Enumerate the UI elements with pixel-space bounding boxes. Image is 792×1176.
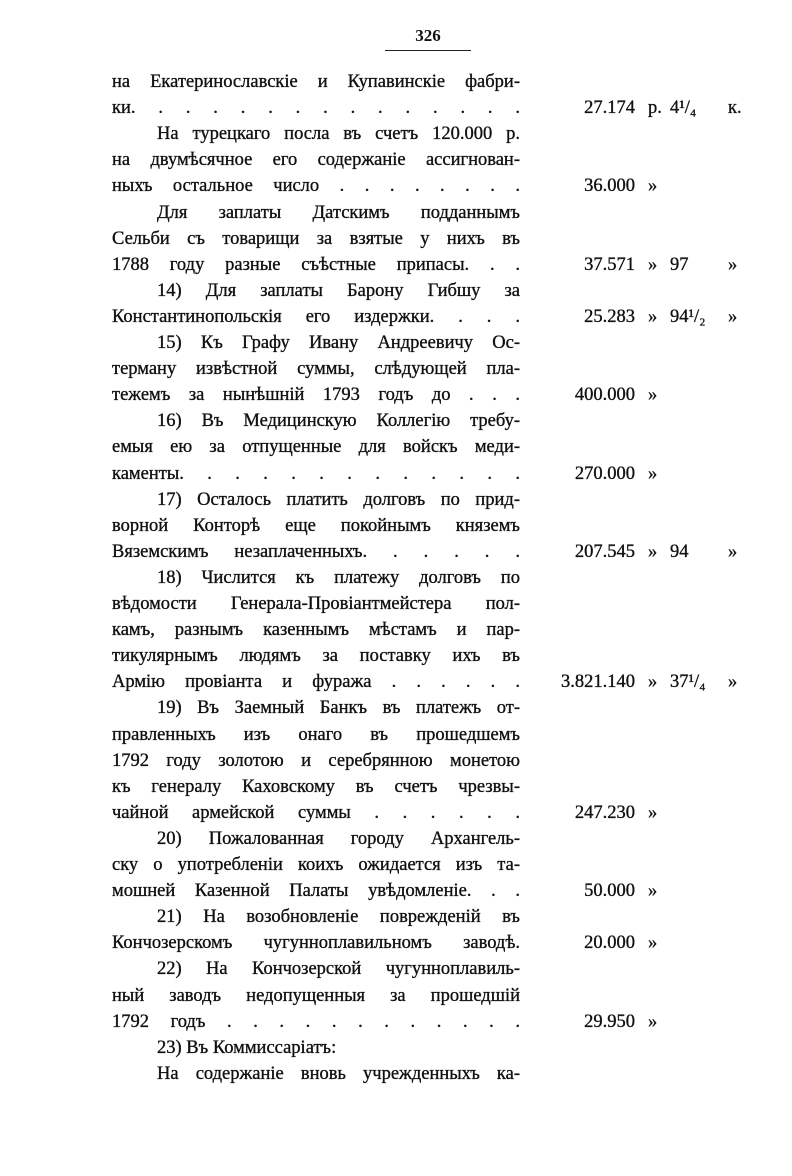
text-line: къ генералу Каховскому въ счетъ чрезвы- bbox=[112, 776, 520, 797]
kopeck-unit: » bbox=[728, 541, 738, 562]
text-line: тикулярнымъ людямъ за поставку ихъ въ bbox=[112, 646, 520, 667]
kopeck-value: 4¹/₄ bbox=[670, 98, 697, 119]
amount-unit: » bbox=[648, 1011, 658, 1032]
amount-value: 50.000 bbox=[584, 881, 635, 902]
amount-unit: » bbox=[648, 933, 658, 954]
kopeck-unit: к. bbox=[728, 98, 742, 119]
text-line: правленныхъ изъ онаго въ прошедшемъ bbox=[112, 724, 520, 745]
text-line: чайной армейской суммы . . . . . . bbox=[112, 802, 520, 823]
amount-value: 36.000 bbox=[584, 176, 635, 197]
text-line: вѣдомости Генерала-Провіантмейстера пол- bbox=[112, 594, 520, 614]
text-line: 1792 году золотою и серебрянною монетою bbox=[112, 750, 520, 771]
text-line: Вяземскимъ незаплаченныхъ. . . . . . bbox=[112, 541, 520, 562]
text-line: ныхъ остальное число . . . . . . . . bbox=[112, 176, 520, 197]
text-line: тежемъ за нынѣшній 1793 годъ до . . . bbox=[112, 385, 520, 406]
kopeck-value: 37¹/₄ bbox=[670, 672, 706, 693]
text-line: Сельби съ товарищи за взятые у нихъ въ bbox=[112, 228, 520, 249]
page-number: 326 bbox=[415, 26, 441, 45]
text-line: 1788 году разные съѣстные припасы. . . bbox=[112, 254, 520, 275]
text-line: каменты. . . . . . . . . . . . . bbox=[112, 463, 520, 484]
text-line: На турецкаго посла въ счетъ 120.000 р. bbox=[157, 124, 520, 145]
kopeck-value: 94¹/₂ bbox=[670, 306, 706, 327]
amount-unit: » bbox=[648, 254, 658, 275]
text-line: Кончозерскомъ чугунноплавильномъ заводѣ. bbox=[112, 933, 520, 954]
text-line: 15) Къ Графу Ивану Андреевичу Ос- bbox=[157, 333, 520, 353]
text-line: На содержаніе вновь учрежденныхъ ка- bbox=[157, 1063, 520, 1084]
text-line: ворной Конторѣ еще покойнымъ княземъ bbox=[112, 515, 520, 536]
kopeck-unit: » bbox=[728, 306, 738, 327]
text-line: Константинопольскія его издержки. . . . bbox=[112, 306, 520, 327]
amount-value: 207.545 bbox=[574, 541, 635, 562]
amount-unit: » bbox=[648, 881, 658, 902]
text-line: емыя ею за отпущенные для войскъ меди- bbox=[112, 437, 520, 458]
text-line: на двумѣсячное его содержаніе ассигнован- bbox=[112, 150, 520, 171]
text-line: 20) Пожалованная городу Архангель- bbox=[157, 828, 520, 849]
amount-value: 3.821.140 bbox=[561, 672, 635, 693]
text-line: Для заплаты Датскимъ подданнымъ bbox=[157, 202, 520, 223]
text-line: 16) Въ Медицинскую Коллегію требу- bbox=[157, 411, 520, 432]
text-line: ки. . . . . . . . . . . . . . . bbox=[112, 98, 520, 119]
text-line: терману извѣстной суммы, слѣдующей пла- bbox=[112, 359, 520, 380]
amount-unit: » bbox=[648, 385, 658, 406]
amount-unit: » bbox=[648, 463, 658, 484]
amount-value: 20.000 bbox=[584, 933, 635, 954]
text-line: 22) На Кончозерской чугунноплавиль- bbox=[157, 959, 520, 980]
amount-value: 27.174 bbox=[584, 98, 635, 119]
page-number-rule bbox=[385, 50, 471, 51]
amount-value: 247.230 bbox=[574, 802, 635, 823]
amount-unit: » bbox=[648, 672, 658, 693]
kopeck-value: 94 bbox=[670, 541, 689, 562]
text-line: 23) Въ Коммиссаріатъ: bbox=[157, 1037, 337, 1058]
amount-value: 29.950 bbox=[584, 1011, 635, 1032]
amount-value: 37.571 bbox=[584, 254, 635, 275]
text-line: камъ, разнымъ казеннымъ мѣстамъ и пар- bbox=[112, 620, 520, 641]
kopeck-unit: » bbox=[728, 672, 738, 693]
amount-value: 270.000 bbox=[574, 463, 635, 484]
text-line: ный заводъ недопущенныя за прошедшій bbox=[112, 985, 520, 1006]
text-line: 14) Для заплаты Барону Гибшу за bbox=[157, 280, 520, 301]
text-line: мошней Казенной Палаты увѣдомленіе. . . bbox=[112, 881, 520, 902]
amount-value: 400.000 bbox=[574, 385, 635, 406]
text-line: 1792 годъ . . . . . . . . . . . . bbox=[112, 1011, 520, 1032]
amount-unit: » bbox=[648, 541, 658, 562]
amount-unit: » bbox=[648, 176, 658, 197]
text-line: 18) Числится къ платежу долговъ по bbox=[157, 567, 520, 588]
text-line: ску о употребленіи коихъ ожидается изъ та- bbox=[112, 855, 520, 875]
text-line: 19) Въ Заемный Банкъ въ платежъ от- bbox=[157, 698, 520, 719]
kopeck-unit: » bbox=[728, 254, 738, 275]
kopeck-value: 97 bbox=[670, 254, 689, 275]
text-line: на Екатеринославскіе и Купавинскіе фабри- bbox=[112, 72, 520, 92]
text-line: 21) На возобновленіе поврежденій въ bbox=[157, 907, 520, 928]
amount-value: 25.283 bbox=[584, 306, 635, 327]
amount-unit: » bbox=[648, 306, 658, 327]
amount-unit: р. bbox=[648, 98, 662, 119]
text-line: 17) Осталось платить долговъ по прид- bbox=[157, 489, 520, 510]
text-line: Армію провіанта и фуража . . . . . . bbox=[112, 672, 520, 693]
amount-unit: » bbox=[648, 802, 658, 823]
